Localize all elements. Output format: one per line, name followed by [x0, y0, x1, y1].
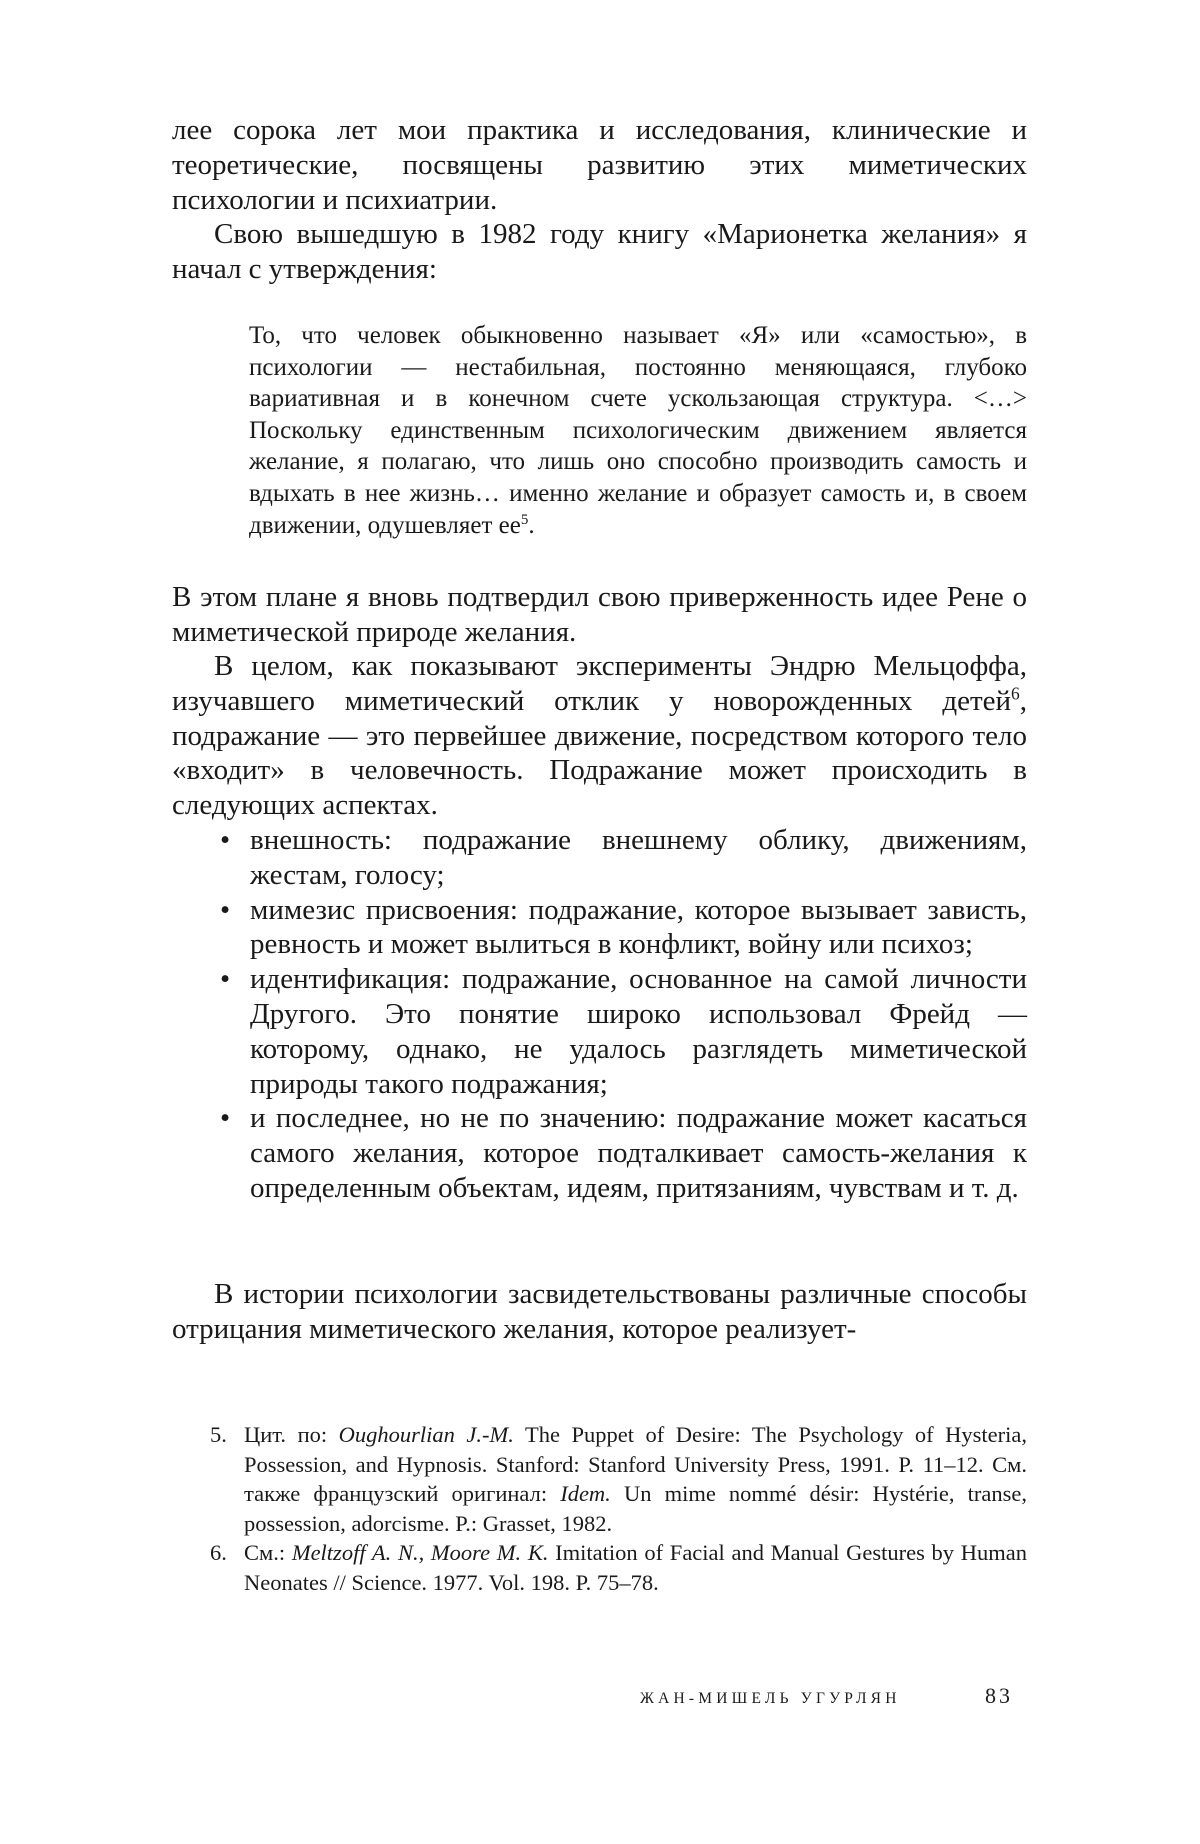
list-item: • и последнее, но не по значению: подражание может касаться самого желания, которое подталкивает самость-желания к определенным объектам, идеям, притязаниям, чувствам и т. д. — [220, 1102, 1027, 1204]
paragraph-history — [172, 1277, 1027, 1347]
paragraph-meltzoff — [172, 649, 1027, 823]
paragraph-text: В этом плане я вновь подтвердил свою приверженность идее Рене о миметической природе желания. — [172, 581, 1027, 648]
list-item: • внешность: подражание внешнему облику, движениям, жестам, голосу; — [220, 824, 1027, 891]
paragraph-text: Свою вышедшую в 1982 году книгу «Марионетка желания» я начал с утверждения: — [172, 218, 1027, 285]
footnote-number: 6. — [210, 1540, 227, 1566]
bullet-icon: • — [220, 893, 231, 926]
list-item: • мимезис присвоения: подражание, которое вызывает зависть, ревность и может вылиться в конфликт, войну или психоз; — [220, 893, 1027, 961]
bullet-icon: • — [220, 1102, 231, 1135]
footnote-5: 5. Цит. по: Oughourlian J.-M. The Puppet of Desire: The Psychology of Hysteria, Possession, and Hypnosis. Stanford: Stanford University Press, 1991. P. 11–12. См. также французский оригинал: Idem. Un mime nommé désir: Hystérie, transe, possession, adorcisme. P.: Grasset, 1982. — [210, 1422, 1027, 1536]
footnote-number: 5. — [210, 1422, 227, 1447]
footnote-ref-5[interactable]: 5 — [520, 511, 529, 528]
footnote-ref-6[interactable]: 6 — [1011, 683, 1020, 704]
paragraph-rene — [172, 580, 1027, 650]
quote-text: То, что человек обыкновенно называет «Я» или «самостью», в психологии — нестабильная, постоянно меняющаяся, глубоко вариативная и в конечном счете ускользающая структура. <…> Поскольку единственным психологическим движением является желание, я полагаю, что лишь оно способно производить самость и вдыхать в нее жизнь… именно желание и образует самость и, в своем движении, одушевляет $ее^5$. — [249, 322, 1027, 539]
footnotes — [210, 1420, 1027, 1598]
bullet-icon: • — [220, 963, 231, 996]
paragraph-book-intro — [172, 217, 1027, 287]
block-quote — [249, 320, 1027, 541]
paragraph-text: В целом, как показывают эксперименты Эндрю Мельцоффа, изучавшего миметический отклик у новорожденных детей$^6$, подражание — это первейшее движение, посредством которого тело «входит» в человечность. Подражание может происходить в следующих аспектах. — [172, 650, 1027, 822]
running-footer-author: ЖАН-МИШЕЛЬ УГУРЛЯН — [640, 1690, 901, 1707]
paragraph-text: В истории психологии засвидетельствованы различные способы отрицания миметического желания, которое реализует- — [172, 1278, 1027, 1345]
aspects-list — [214, 823, 1027, 1206]
paragraph-continuation — [172, 113, 1027, 217]
list-item: • идентификация: подражание, основанное на самой личности Другого. Это понятие широко использовал Фрейд — которому, однако, не удалось разглядеть миметической природы такого подражания; — [220, 963, 1027, 1100]
page-number: 83 — [985, 1683, 1013, 1708]
paragraph-text: лее сорока лет мои практика и исследования, клинические и теоретические, посвящены развитию этих миметических психологии и психиатрии. — [172, 114, 1027, 216]
footnote-6: 6. См.: Meltzoff A. N., Moore M. K. Imitation of Facial and Manual Gestures by Human Neonates // Science. 1977. Vol. 198. P. 75–78. — [210, 1540, 1027, 1595]
bullet-icon: • — [220, 824, 231, 856]
